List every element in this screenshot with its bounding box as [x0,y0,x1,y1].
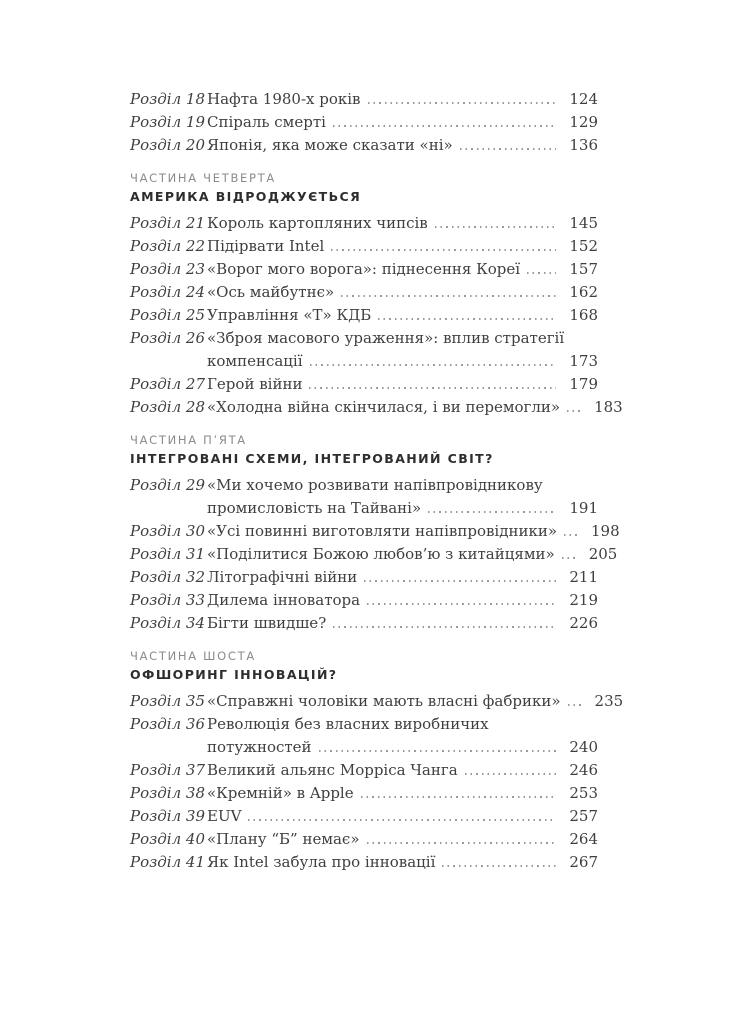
title-line [207,520,620,543]
title-line [207,327,598,350]
chapter-label: Розділ 24 [130,283,206,301]
part-header [130,169,598,206]
part-label: ЧАСТИНА П’ЯТА [130,433,247,447]
chapter-title: промисловість на Тайвані» [207,499,422,517]
title-line [207,304,598,327]
toc-section [130,169,623,419]
toc-entry [130,258,598,281]
chapter-label: Розділ 21 [130,214,206,232]
part-title: ОФШОРИНГ ІННОВАЦІЙ? [130,667,338,682]
entry-body [207,690,624,713]
dot-leader [564,534,578,536]
toc-entry [130,690,624,713]
toc-entry [130,304,598,327]
dot-leader [367,842,557,844]
entry-body [207,396,623,419]
page-number: 191 [569,499,598,517]
toc-entry [130,589,598,612]
toc-entry [130,235,598,258]
toc-entry [130,612,598,635]
dot-leader [442,865,556,867]
page-number: 246 [569,761,598,779]
chapter-title: Герой війни [207,375,303,393]
toc-entry [130,543,618,566]
title-line [207,612,598,635]
title-line [207,497,598,520]
toc-entry [130,851,598,874]
toc-entry [130,88,598,111]
chapter-label: Розділ 25 [130,306,206,324]
dot-leader [367,603,556,605]
chapter-title: Дилема інноватора [207,591,361,609]
toc-entry [130,713,598,759]
dot-leader [248,819,556,821]
chapter-title: «Справжні чоловіки мають власні фабрики» [207,692,561,710]
dot-leader [568,704,582,706]
page-number: 198 [591,522,620,540]
table-of-contents [130,88,624,874]
chapter-title: Революція без власних виробничих [207,715,489,733]
title-line [207,281,598,304]
part-header [130,431,598,468]
chapter-title: «Плану “Б” немає» [207,830,360,848]
toc-entry [130,373,598,396]
toc-section [130,647,624,874]
chapter-title: «Усі повинні виготовляти напівпровідники» [207,522,558,540]
chapter-label: Розділ 34 [130,614,206,632]
dot-leader [331,249,556,251]
entry-body [207,373,598,396]
chapter-label: Розділ 40 [130,830,206,848]
chapter-label: Розділ 23 [130,260,206,278]
toc-entry [130,212,598,235]
dot-leader [527,272,556,274]
chapter-title: Великий альянс Морріса Чанга [207,761,458,779]
page-number: 183 [594,398,623,416]
dot-leader [428,511,556,513]
page-number: 264 [569,830,598,848]
chapter-title: «Холодна війна скінчилася, і ви перемогли» [207,398,561,416]
title-line [207,350,598,373]
entry-body [207,543,618,566]
chapter-title: Бігти швидше? [207,614,327,632]
entry-body [207,327,598,373]
page-number: 235 [594,692,624,710]
toc-entry [130,566,598,589]
entry-body [207,566,598,589]
chapter-title: компенсації [207,352,303,370]
chapter-label: Розділ 19 [130,113,206,131]
part-label: ЧАСТИНА ЧЕТВЕРТА [130,171,276,185]
entry-body [207,258,598,281]
dot-leader [368,102,557,104]
page-number: 240 [569,738,598,756]
dot-leader [333,125,556,127]
title-line [207,235,598,258]
toc-entry [130,782,598,805]
dot-leader [341,295,556,297]
page-number: 267 [569,853,598,871]
part-title: АМЕРИКА ВІДРОДЖУЄТЬСЯ [130,189,362,204]
page-number: 226 [569,614,598,632]
title-line [207,805,598,828]
chapter-title: Літографічні війни [207,568,358,586]
dot-leader [460,148,557,150]
page-number: 173 [569,352,598,370]
page-number: 219 [569,591,598,609]
toc-entry [130,805,598,828]
dot-leader [364,580,556,582]
part-label: ЧАСТИНА ШОСТА [130,649,256,663]
page-number: 162 [569,283,598,301]
entry-body [207,212,598,235]
dot-leader [310,364,557,366]
entry-body [207,612,598,635]
chapter-title: «Зброя масового ураження»: вплив стратегії [207,329,565,347]
page-number: 253 [569,784,598,802]
chapter-label: Розділ 33 [130,591,206,609]
title-line [207,396,623,419]
entry-body [207,589,598,612]
page-number: 211 [569,568,598,586]
chapter-label: Розділ 39 [130,807,206,825]
title-line [207,828,598,851]
title-line [207,373,598,396]
chapter-label: Розділ 35 [130,692,206,710]
entry-body [207,235,598,258]
title-line [207,134,598,157]
toc-entry [130,396,623,419]
toc-section [130,431,620,635]
chapter-title: Як Intel забула про інновації [207,853,436,871]
page-number: 152 [569,237,598,255]
chapter-label: Розділ 41 [130,853,206,871]
chapter-title: «Ми хочемо розвивати напівпровідникову [207,476,543,494]
chapter-label: Розділ 26 [130,329,206,347]
toc-entry [130,327,598,373]
entry-body [207,805,598,828]
entry-body [207,474,598,520]
title-line [207,782,598,805]
dot-leader [562,557,576,559]
entry-body [207,281,598,304]
chapter-title: «Ось майбутнє» [207,283,335,301]
dot-leader [309,387,556,389]
entry-body [207,851,598,874]
entry-body [207,134,598,157]
chapter-label: Розділ 28 [130,398,206,416]
toc-section [130,88,598,157]
toc-entry [130,474,598,520]
chapter-title: «Ворог мого ворога»: піднесення Кореї [207,260,521,278]
chapter-label: Розділ 31 [130,545,206,563]
title-line [207,589,598,612]
chapter-label: Розділ 36 [130,715,206,733]
page-number: 157 [569,260,598,278]
part-header [130,647,598,684]
dot-leader [435,226,557,228]
dot-leader [361,796,557,798]
page-number: 129 [569,113,598,131]
toc-entry [130,134,598,157]
page-number: 124 [569,90,598,108]
toc-entry [130,520,620,543]
title-line [207,736,598,759]
dot-leader [567,410,581,412]
entry-body [207,304,598,327]
chapter-label: Розділ 18 [130,90,206,108]
chapter-label: Розділ 20 [130,136,206,154]
chapter-label: Розділ 29 [130,476,206,494]
toc-entry [130,759,598,782]
toc-entry [130,828,598,851]
chapter-title: Нафта 1980-х років [207,90,361,108]
title-line [207,258,598,281]
entry-body [207,88,598,111]
dot-leader [319,750,557,752]
title-line [207,690,624,713]
title-line [207,566,598,589]
page-number: 257 [569,807,598,825]
dot-leader [378,318,556,320]
entry-body [207,111,598,134]
chapter-label: Розділ 22 [130,237,206,255]
chapter-title: «Поділитися Божою любов’ю з китайцями» [207,545,555,563]
chapter-title: «Кремній» в Apple [207,784,354,802]
chapter-title: Підірвати Intel [207,237,325,255]
page-number: 168 [569,306,598,324]
toc-entry [130,281,598,304]
chapter-title: Японія, яка може сказати «ні» [207,136,453,154]
title-line [207,713,598,736]
chapter-label: Розділ 38 [130,784,206,802]
chapter-title: потужностей [207,738,312,756]
title-line [207,759,598,782]
entry-body [207,782,598,805]
chapter-label: Розділ 30 [130,522,206,540]
chapter-title: Спіраль смерті [207,113,326,131]
title-line [207,212,598,235]
toc-entry [130,111,598,134]
title-line [207,474,598,497]
chapter-label: Розділ 32 [130,568,206,586]
title-line [207,851,598,874]
page-number: 179 [569,375,598,393]
title-line [207,543,618,566]
chapter-title: Управління «Т» КДБ [207,306,372,324]
entry-body [207,713,598,759]
dot-leader [465,773,557,775]
chapter-title: EUV [207,807,242,825]
page-number: 205 [588,545,618,563]
entry-body [207,828,598,851]
dot-leader [333,626,556,628]
chapter-label: Розділ 37 [130,761,206,779]
page-number: 136 [569,136,598,154]
chapter-title: Король картопляних чипсів [207,214,428,232]
entry-body [207,520,620,543]
title-line [207,111,598,134]
entry-body [207,759,598,782]
page-number: 145 [569,214,598,232]
title-line [207,88,598,111]
chapter-label: Розділ 27 [130,375,206,393]
part-title: ІНТЕГРОВАНІ СХЕМИ, ІНТЕГРОВАНИЙ СВІТ? [130,451,494,466]
